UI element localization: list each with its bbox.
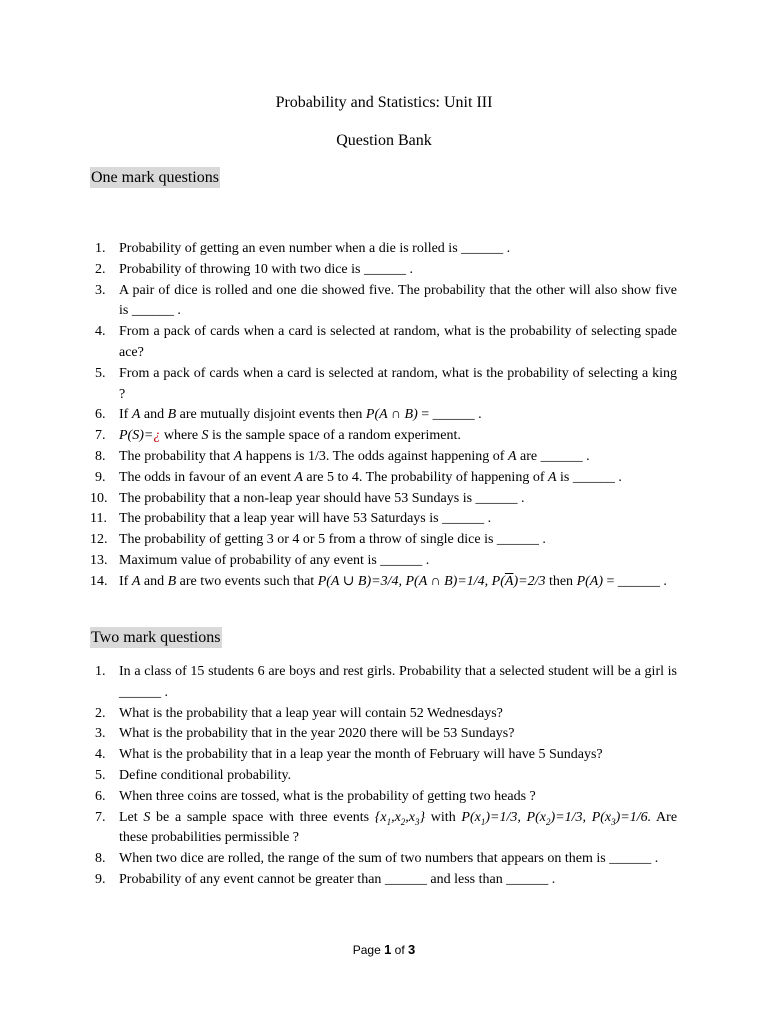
list-item: 5. From a pack of cards when a card is selected at random, what is the probability of selecting a king ? bbox=[95, 365, 677, 402]
list-item: 3. A pair of dice is rolled and one die showed five. The probability that the other will also show five is ______ . bbox=[95, 282, 677, 319]
list-item: 5. Define conditional probability. bbox=[95, 767, 292, 783]
list-item: 6. If A and B are mutually disjoint events then P(A ∩ B) = ______ . bbox=[95, 407, 482, 423]
list-item: 1. In a class of 15 students 6 are boys and rest girls. Probability that a selected student will be a girl is ______ . bbox=[95, 664, 677, 700]
two-mark-question-list bbox=[90, 662, 677, 891]
list-item: 4. From a pack of cards when a card is selected at random, what is the probability of selecting spade ace? bbox=[95, 324, 677, 360]
list-item: 1. Probability of getting an even number when a die is rolled is ______ . bbox=[95, 241, 511, 256]
of-word: of bbox=[391, 943, 409, 957]
one-mark-question-list bbox=[90, 239, 677, 593]
list-item: 2. Probability of throwing 10 with two dice is ______ . bbox=[95, 261, 413, 277]
page-footer bbox=[0, 942, 768, 957]
list-item: 7. Let S be a sample space with three events $\{x_1,x_2,x_3\}$ with $P(x_1)=1/3$, $P(x_2)=1/3$, $P(x_3)=1/6$. Are these probabilities permissible ? bbox=[95, 809, 678, 846]
list-item: 6. When three coins are tossed, what is the probability of getting two heads ? bbox=[95, 788, 536, 804]
list-item: 14. If A and B are two events such that P(A ∪ B)=3/4, P(A ∩ B)=1/4, $P(\overline{A})=2/3$ then P(A) = ______ . bbox=[90, 573, 667, 589]
list-item: 10. The probability that a non-leap year should have 53 Sundays is ______ . bbox=[90, 490, 525, 506]
list-item: 3. What is the probability that in the year 2020 there will be 53 Sundays? bbox=[95, 726, 515, 742]
list-item: 2. What is the probability that a leap year will contain 52 Wednesdays? bbox=[95, 705, 503, 721]
list-item: 13. Maximum value of probability of any event is ______ . bbox=[90, 552, 430, 568]
document-title: Probability and Statistics: Unit III bbox=[275, 94, 493, 111]
list-item: 9. The odds in favour of an event A are 5 to 4. The probability of happening of A is ______ . bbox=[95, 469, 622, 485]
list-item: 7. P(S)=¿ where S is the sample space of a random experiment. bbox=[95, 428, 461, 444]
list-item: 4. What is the probability that in a leap year the month of February will have 5 Sundays? bbox=[95, 747, 603, 763]
list-item: 12. The probability of getting 3 or 4 or 5 from a throw of single dice is ______ . bbox=[90, 532, 546, 548]
section-heading-one-mark: One mark questions bbox=[91, 169, 219, 186]
list-item: 9. Probability of any event cannot be greater than ______ and less than ______ . bbox=[95, 871, 556, 887]
list-item: 11. The probability that a leap year will have 53 Saturdays is ______ . bbox=[90, 511, 492, 527]
document-subtitle: Question Bank bbox=[336, 132, 432, 149]
list-item: 8. The probability that A happens is 1/3. The odds against happening of A are ______ . bbox=[95, 448, 590, 464]
page-word: Page bbox=[352, 943, 385, 957]
total-page-count: 3 bbox=[408, 942, 416, 957]
section-heading-two-mark: Two mark questions bbox=[91, 629, 221, 646]
list-item: 8. When two dice are rolled, the range of the sum of two numbers that appears on them is ______ . bbox=[95, 851, 659, 867]
current-page-number: 1 bbox=[384, 942, 392, 957]
